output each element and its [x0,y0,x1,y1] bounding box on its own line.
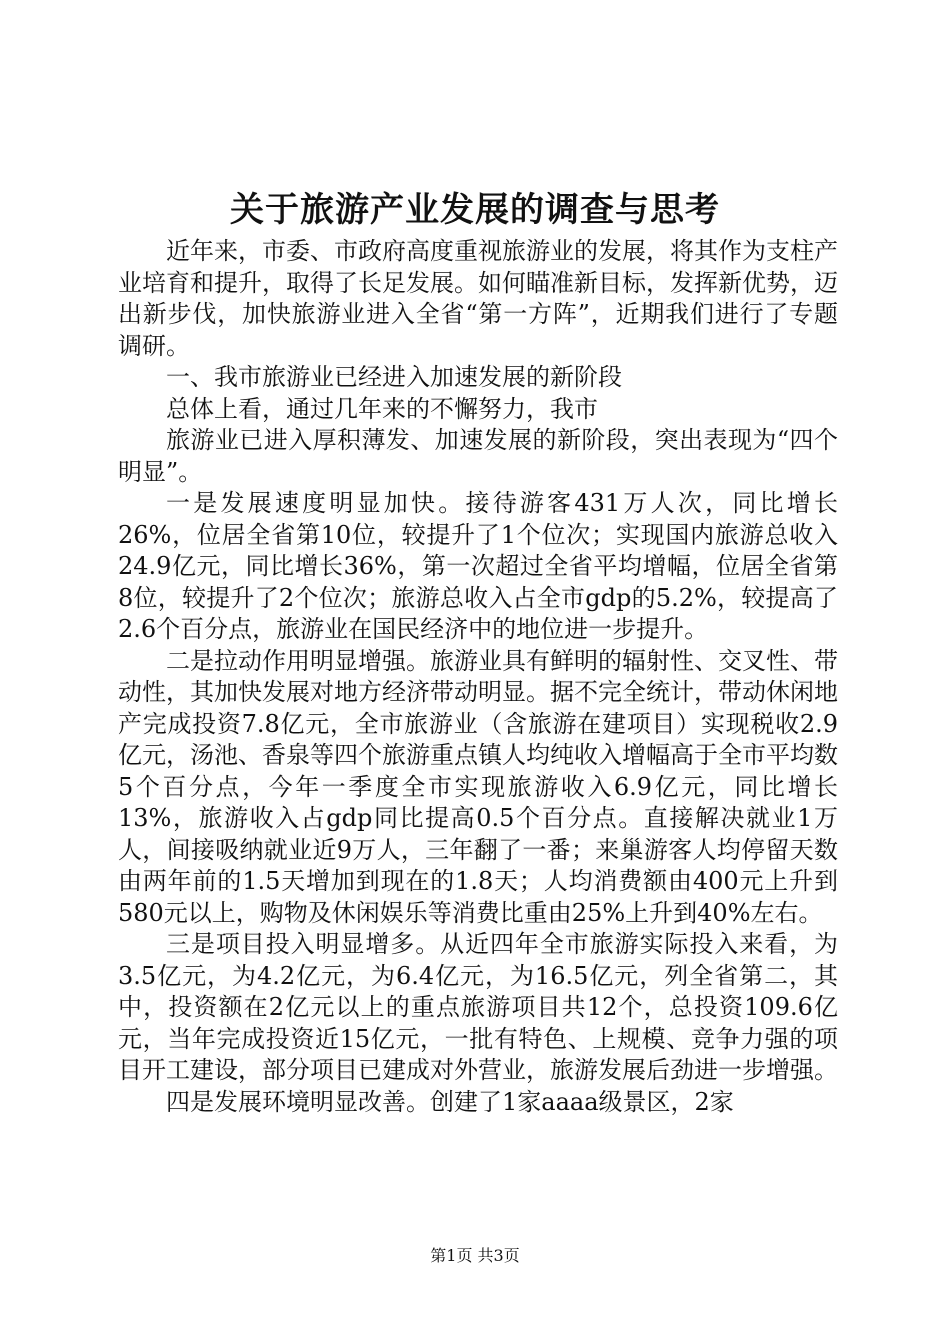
paragraph-point-four: 四是发展环境明显改善。创建了1家aaaa级景区，2家 [166,1087,734,1116]
paragraph-overview-start: 总体上看，通过几年来的不懈努力，我市 [166,394,598,423]
document-title: 关于旅游产业发展的调查与思考 [230,190,720,230]
paragraph-point-three: 三是项目投入明显增多。从近四年全市旅游实际投入来看，为3.5亿元，为4.2亿元，为6.4亿元，为16.5亿元，列全省第二，其中，投资额在2亿元以上的重点旅游项目共12个，总投资109.6亿元，当年完成投资近15亿元，一批有特色、上规模、竞争力强的项目开工建设，部分项目已建成对外营业，旅游发展后劲进一步增强。 [118,930,838,1084]
paragraph-point-two: 二是拉动作用明显增强。旅游业具有鲜明的辐射性、交叉性、带动性，其加快发展对地方经济带动明显。据不完全统计，带动休闲地产完成投资7.8亿元，全市旅游业（含旅游在建项目）实现税收2.9亿元，汤池、香泉等四个旅游重点镇人均纯收入增幅高于全市平均数5个百分点，今年一季度全市实现旅游收入6.9亿元，同比增长13%，旅游收入占gdp同比提高0.5个百分点。直接解决就业1万人，间接吸纳就业近9万人，三年翻了一番；来巢游客人均停留天数由两年前的1.5天增加到现在的1.8天；人均消费额由400元上升到580元以上，购物及休闲娱乐等消费比重由25%上升到40%左右。 [118,646,838,927]
paragraph-overview: 旅游业已进入厚积薄发、加速发展的新阶段，突出表现为“四个明显”。 [118,426,838,486]
paragraph-intro: 近年来，市委、市政府高度重视旅游业的发展，将其作为支柱产业培育和提升，取得了长足发展。如何瞄准新目标，发挥新优势，迈出新步伐，加快旅游业进入全省“第一方阵”，近期我们进行了专题调研。 [118,237,838,360]
page-footer: 第1页 共3页 [430,1246,520,1265]
document-body [118,236,838,1118]
section-heading: 一、我市旅游业已经进入加速发展的新阶段 [166,363,622,391]
paragraph-point-one: 一是发展速度明显加快。接待游客431万人次，同比增长26%，位居全省第10位，较提升了1个位次；实现国内旅游总收入24.9亿元，同比增长36%，第一次超过全省平均增幅，位居全省第8位，较提升了2个位次；旅游总收入占全市gdp的5.2%，较提高了2.6个百分点，旅游业在国民经济中的地位进一步提升。 [118,489,838,643]
